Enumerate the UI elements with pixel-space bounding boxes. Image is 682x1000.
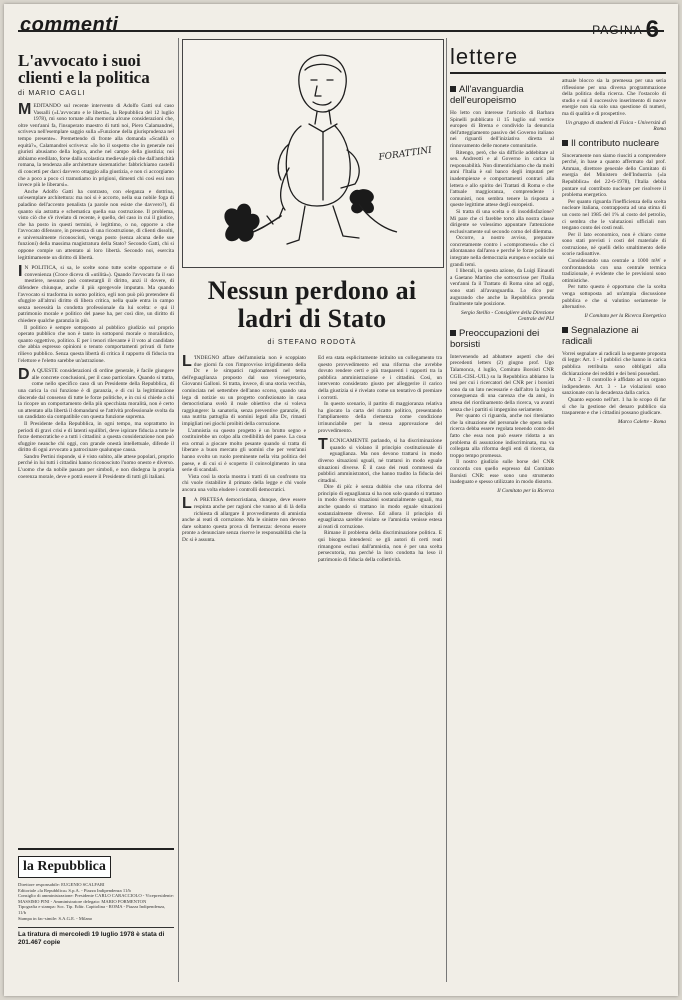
left-paragraph-3: I N POLITICA, si sa, le scelte sono tutte scelte opportune e di convenienza (Croce diceva di «utilità»). Quando l'avvocato fa il suo mestiere, nessuno può contestargli il diritto, anzi il dovere, di difendere chiunque, anche il più spregevole imputato. Ma quando l'avvocato si trasforma in uomo politico, egli non può più pretendere di sfuggire all'altrui diritto di libera critica, nella quale entra in campo senza necessità la condotta professionale da lui scelta: e qui il patrimonio morale e politico del paese ha, per così dire, un diritto di chiedere qualche garanzia in più. [18,263,174,324]
center-text-column-a [182,355,306,982]
letter-paragraph: Intervenendo ad abbattere aspetti che dei precedenti letters (2) giugno prof. Ugo Talamonca, 4 luglio, Comitato Borsisti CNR CGIL-CISL-UIL) su la Repubblica abbiamo la tesi per cui i ricercatori del CNR per i borsisti sono da un lato necessarie e dall'altro la logica conseguenza di una carenza che da anni, in attesa del riordinamento della ricerca, va avanti senza che i partiti si impegnino seriamente. [450,353,554,413]
center-paragraph: L'amnistia su questo progetto è un brutto segno e costituirebbe un colpo alla credibilità del paese. La cosa era ormai a giocare molto pesante quando si tratta di liberare a buon mercato gli uomini che per vent'anni hanno svolto un ruolo preminente nella vita politica del paese, e di cui si è scoperto il coinvolgimento in una serie di scandali. [182,427,306,474]
letter-paragraph: Quanto esposto nell'art. 1 ha lo scopo di far sì che la gestione del denaro pubblico sia trasparente e che i cittadini possano giudicare. [562,396,666,417]
drop-cap: D [18,366,30,384]
letter-heading: All'avanguardia dell'europeismo [450,84,524,106]
center-paragraph: TECNICAMENTE parlando, si ha discriminazione quando si violano il principio costituzionale di eguaglianza. Ma non devono trattarsi in modo diverso situazioni uguali, né trattarsi in modo eguale situazioni diverse. È il caso dei reati commessi da pubblici amministratori, che hanno tradito la fiducia dei cittadini. [318,436,442,484]
letter-heading: Preoccupazioni dei borsisti [450,327,540,350]
center-paragraph: In questo scenario, il partito di maggioranza relativa ha giocato la carta del ricatto politico, presentando l'ampliamento della clemenza come condizione irrinunciabile per la stessa approvazione del provvedimento. [318,401,442,434]
left-paragraph-2: Anche Adolfo Gatti ha contrasto, con eleganza e dottrina, un'esemplare architettura: ma noi si è accorto, nella sua nobile foga di paladino dell'accento penalista (a parole non esiste che davvero?), di quanto sia astratta e schematica quella sua costruzione. Il problema, visto ciò che s'è rivelato di recente, è quello, del caso in cui il giudice, che ha posto in questi termini, è legittimo, o no, opporre a che l'avvocato difensore, in presenza di una ricostruzione, di clienti dissolti, e universalmente riconosciuti, venga posto (senza alcuna delle sue funzioni) della massima magistratura della Stato? Secondo Gatti, chi si oppone compie un attentato ai loro libertà. Secondo noi, esercita legittimamente un diritto di libertà. [18,188,174,261]
center-byline: di STEFANO RODOTÀ [267,339,357,346]
letter-signature: Il Comitato per la Ricerca Energetica [584,312,666,319]
letter-paragraph: Sinceramente non siamo riusciti a comprendere perché, in base a quanto affermato dal prof. Amman, direttore generale dello Comitato di energia del Ministero dell'Industria («la Repubblica» del 22-6-1978), l'Italia debba puntare sul contributo nucleare per risolvere il problema energetico. [562,152,666,199]
drop-cap: T [318,436,328,454]
letter-paragraph: Considerando una centrale a 1000 mW e confrontandola con una centrale termica tradizionale, è evidente che le previsioni sono ottimistiche. [562,258,666,284]
left-paragraph-7: Sandro Pertini risponde, si è visto subito, alle attese popolari, proprio perché in lui tutti i cittadini hanno riconosciuto l'uomo onesto e diverso. L'uomo che da nobile passato per simboli, e non disdegna la propria coerenza morale, deve e potrà essere il Presidente di tutti gli italiani. [18,453,174,480]
center-paragraph: L 'INDEGNO affare dell'amnistia non è scoppiato due giorni fa con l'improvviso irrigidimento della Dc e le simpatici ragionamenti nel tema dell'eguaglianza proposto dal suo vicesegretario, Giovanni Galloni. Si tratta, invece, di una storia vecchia, cominciata nel settembre dell'anno scorso, quando una lega di notizie su un progetto confezionato in casa democristiana svelò il reale obiettivo che si voleva raggiungere: la sanatoria, senza preventive garanzie, di una nutrita pattuglia di uomini legati alla Dc, rimasti impigliati nei giochi proibiti della corruzione. [182,355,306,427]
masthead-line: Editoriale «la Repubblica» S.p.A. - Piazza Indipendenza 11/b [18,887,131,893]
cartoonist-signature: FORATTINI [378,145,433,163]
letter-heading: Segnalazione ai radicali [562,324,639,347]
center-column [182,39,444,982]
newspaper-page [4,4,678,996]
column-rule-right [446,38,447,982]
drop-cap: L [182,355,192,370]
letter-paragraph: Per quanto riguarda l'inefficienza della scelta nucleare italiana, contrapposta ad una stima di un costo nel 1985 del 1% al costo del petrolio, ci sembra che le valutazioni ufficiali non tengano conto dei costi reali. [562,198,666,232]
letter-paragraph: Per quanto ci riguarda, anche noi riteniamo che la situazione del personale che opera nella ricerca debba essere regolata tenendo conto del fatto che essa non può essere ridotta a un problema di assunzione indiscriminata, ma va collegata alla riforma degli enti di ricerca, da troppo tempo promessa. [450,413,554,459]
letter-paragraph: Ritengo, però, che sia difficile addebitare al sen. Andreotti e al Governo in carica la responsabilità. Non dimentichiamo che da molti anni l'Italia è sul banco degli imputati per inadempienze e comportamenti contrari alla lettera e allo spirito dei Trattati di Roma e che l'attuale maggioranza, comprendente i comunisti, non sembra tenere la risposta a queste legittime attese degli europeisti. [450,149,554,209]
letter-signature: Sergio Stelllo - Consigliere della Direzione Centrale del PLI [461,309,554,322]
letters-subcolumn-b [562,78,666,429]
left-byline: di MARIO CAGLI [18,90,86,97]
left-headline: L'avvocato i suoi clienti e la politica [18,51,150,87]
masthead-box [18,848,174,982]
letter-paragraph: Il nostro giudizio sulle borse del CNR concorda con quello espresso dal Comitato Borsisti CNR: esse sono uno strumento inadeguato e spesso utilizzato in modo distorto. [450,459,554,486]
letter-signature: Il Comitato per la Ricerca [497,487,554,494]
cartoon-panel [182,39,444,268]
drop-cap: I [18,263,23,281]
letter-paragraph: Occorre, a nostro avviso, preparare concretamente contro i «compromessi» che ci allontanano dall'area e perché le forze politiche integrate nella democrazia europea e sociale sui grandi temi. [450,235,554,268]
square-bullet-icon [450,330,456,336]
page-label-text: PAGINA [592,23,643,37]
square-bullet-icon [450,86,456,92]
page-number: 6 [645,16,660,43]
column-rule-left [178,38,179,982]
center-paragraph: Ed era stata esplicitamente istituito un collegamento tra questo provvedimento ed una riforma che avrebbe dovuto rendere certi e più trasparenti i rapporti tra la pubblica amministrazione e i cittadini. Così, un intervento considerato giusto per alleggerire il carico della giustizia si è rivelato come un tentativo di premiare i corrotti. [318,355,442,401]
letter-signature: Un gruppo di studenti di Fisica - Università di Roma [565,119,666,132]
center-paragraph: Dire di più: è senza dubbio che una riforma del principio di eguaglianza si ha non solo quando si trattano in modo diverso situazioni sostanzialmente uguali, ma anche quando si trattano in modo eguale situazioni sostanzialmente diverse. Ed allora il principio di eguaglianza sarebbe violato se l'amnistia venisse estesa ai reati di corruzione. [318,484,442,530]
center-paragraph: Vista così la storia mostra i tratti di un confronto tra chi vuole ristabilire il primato della legge e chi vuole ancora una volta eludere i controlli democratici. [182,473,306,493]
left-paragraph-5: D A QUESTE considerazioni di ordine generale, è facile giungere alle concrete conclusioni, per il caso particolare. Quando si tratta, come nello specifico caso di un Presidente della Repubblica, di una carica la cui funzione è di garanzia, e di cui la legittimazione discende dal consenso di tutte le forze politiche, e in cui si chiede a chi la ricopre un comportamento della più specchiata moralità, non è certo un attentato alla libertà il domandarsi se l'attività professionale svolta da un candidato sia compatibile con questa funzione suprema. [18,366,174,421]
left-paragraph-1: MEDITANDO sul recente intervento di Adolfo Gatti sul caso Vassalli («L'avvocato e le libertà», la Repubblica del 12 luglio 1978), mi sono tornate alla memoria alcune considerazioni che, oltre vent'anni fa, l'insuperato maestro di tutti noi, Piero Calamandrei, scriveva nell'esemplare saggio sulla «Funzione della giurisprudenza nel tempo presente». Premettendo di fronte alla domanda «Scadilà o equità?», Calamandrei scriveva: «Io ho il sospetto che in generale noi giuristi abusiamo della logica, anche nel campo della giustizia; noi abbiamo eredilato, forse dalla scolastica medievale più che dall'antichità romana, la tendenza alle architetture sistematiche: fabbrichiamo castelli di concetti per darci davvero ottaggio alla giustizia, e non ci accorgiamo che a poco a poco ci tramutiamo in prigioni, dimenti chi così essi non invece più le liberarsi». [18,101,174,189]
center-paragraph: Rimane il problema della discriminazione politica. E qui bisogna intendersi: se gli autori di certi reati rimangono esclusi dall'amnistia, non è per una scelta persecutoria, ma perché la loro condotta ha leso il patrimonio di fiducia della collettività. [318,530,442,563]
letter-paragraph: Ho letto con interesse l'articolo di Barbara Spinelli pubblicato il 15 luglio sul vertice europeo di Brema e condivido la denuncia dell'atteggiamento passivo del Governo italiano nei riguardi dell'iniziativa diretta al rinnovamento delle monete comunitarie. [450,110,554,149]
print-run-notice: La tiratura di mercoledì 19 luglio 1978 è stata di 201.467 copie [18,927,174,947]
right-column [450,44,666,982]
masthead-line: Tipografia e stampa: Soc. Tip. Editr. Capitolina - ROMA - Piazza Indipendenza, 11/b [18,904,166,915]
letter-paragraph: Per il lato economico, non è chiaro come sono stati previsti i costi del materiale di costruzione, né quelli dello smaltimento delle scorie radioattive. [562,231,666,258]
masthead-line: Consiglio di amministrazione: Presidente CARLO CARACCIOLO - Vicepresidente: MASSIMO PINI - Amministratore delegato: MARIO FORMENTON [18,893,174,904]
center-text-column-b [318,355,442,982]
left-column [18,44,174,982]
masthead-line: Direttore responsabile: EUGENIO SCALFARI [18,882,105,887]
letter-paragraph: Si tratta di una scelta o di insoddisfazione? Mi pare che ci farebbe torto alla nostra classe dirigente se volessimo appuntare l'attenzione esclusivamente sul secondo corno del dilemma. [450,208,554,235]
header-rule [18,30,664,32]
letters-section-title: lettere [450,44,666,74]
letter-paragraph: Art. 2 - Il controllo è affidato ad un organo indipendente. Art. 3 - Le violazioni sono sanzionate con la decadenza dalla carica. [562,377,666,397]
square-bullet-icon [562,327,568,333]
masthead-line: Stampa in fac-simile: S.A.G.E. - Milano [18,915,93,921]
letter-signature: Marco Calette - Roma [617,418,666,425]
section-title: commenti [20,14,119,36]
center-headline: Nessun perdono ai ladri di Stato [207,276,417,333]
letter-paragraph: attuale blocco sia la premessa per una seria riflessione per una diversa programmazione della politica della ricerca. Che l'ostacolo di studio e sui il successivo inserimento di nuove energie non sia solo una questione di numeri, ma di qualità e di prospettive. [562,78,666,117]
left-paragraph-6: Il Presidente della Repubblica, in ogni tempo, ma soprattutto in periodi di gravi crisi e di latenti squilibri, deve ispirare fiducia a tutte le forze democratiche e a tutti i cittadini: a questa considerazione non può sfuggire neanche chi oggi, con grande onestà intellettuale, difende il diritto di ogni avvocato a patrocinare qualunque causa. [18,420,174,454]
masthead-logo: la Repubblica [18,856,111,878]
letters-subcolumn-a [450,78,554,498]
letter-heading: Il contributo nucleare [562,138,666,149]
letter-paragraph: I liberali, in questa azione, da Luigi Einaudi a Gaetano Martino che sottoscrisse per l'Italia vent'anni fa il Trattato di Roma sino ad oggi, sono stati all'avanguardia. Lo dico pur augurando che anche la Repubblica prenda finalmente tale posizione. [450,268,554,308]
left-paragraph-4: Il politico è sempre sottoposto al pubblico giudizio sul proprio operato pubblico che non è tanto in sottoporsi morale o moralistico, quanto oggettivo, politico. E per i tenori rilevante è il voto al candidato che abbia espresso opinioni o tenuto comportamenti privati di forte rilievo pubblico. Senza questa libertà di critica il rapporto di fiducia tra l'elettore e l'eletto sarebbe un'astrazione. [18,324,174,364]
center-paragraph: L A PRETESA democristiana, dunque, deve essere respinta anche per ragioni che vanno al di là della richiesta di allargare il provvedimento di amnistia anche ai reati di corruzione. Ma le sinistre non devono dare soltanto questa prova di fermezza: devono essere pronte a denunciare senza riserve le responsabilità che la Dc si è assunta. [182,495,306,544]
caricature-drawing [183,40,443,267]
drop-cap: M [18,101,32,118]
drop-cap: L [182,495,192,513]
letter-paragraph: Per tutto questo è opportuno che la scelta venga sottoposta ad un'ampia discussione pubblica e che si valutino seriamente le alternative. [562,284,666,311]
letter-paragraph: Vorrei segnalare ai radicali la seguente proposta di legge: Art. 1 - I pubblici che hanno in carica pubblica retribuita sono obbligati alla dichiarazione dei redditi e dei beni posseduti. [562,350,666,377]
square-bullet-icon [562,140,568,146]
